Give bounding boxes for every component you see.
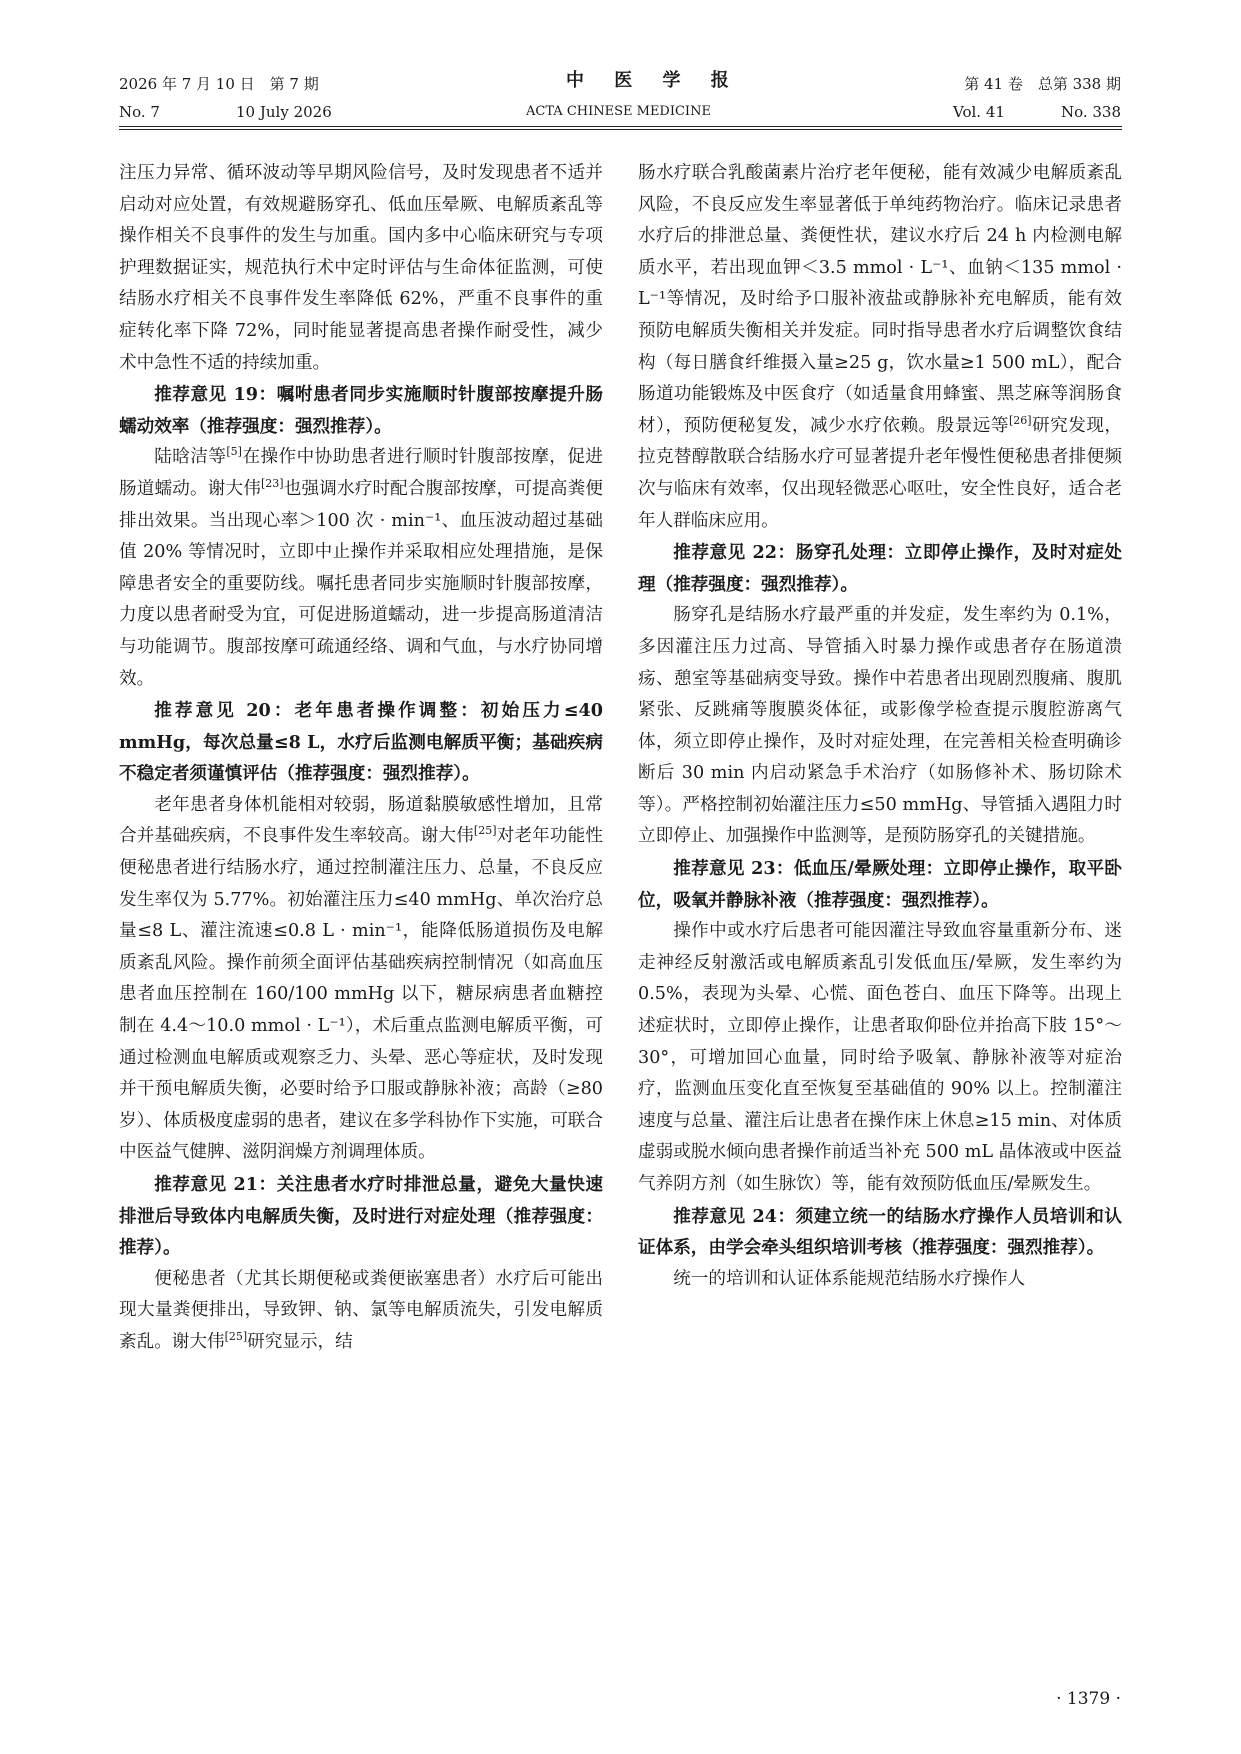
header-rule-second: [119, 129, 1122, 130]
header-date-issue: 2026 年 7 月 10 日 第 7 期: [119, 75, 319, 93]
recommendation-24: 推荐意见 24：须建立统一的结肠水疗操作人员培训和认证体系，由学会牵头组织培训考核（推荐强度：强烈推荐）。: [638, 1205, 1122, 1259]
citation-ref: [23]: [260, 477, 284, 491]
paragraph: 操作中或水疗后患者可能因灌注导致血容量重新分布、迷走神经反射激活或电解质紊乱引发低血压/晕厥，发生率约为 0.5%，表现为头晕、心慌、面色苍白、血压下降等。出现上述症状时，立即停止操作，让患者取仰卧位并抬高下肢 15°～30°，可增加回心血量，同时给予吸氧、静脉补液等对症治疗，监测血压变化直至恢复至基础值的 90% 以上。控制灌注速度与总量、灌注后让患者在操作床上休息≥15 min、对体质虚弱或脱水倾向患者操作前适当补充 500 mL 晶体液或中医益气养阴方剂（如生脉饮）等，能有效预防低血压/晕厥发生。: [638, 921, 1122, 1194]
paragraph: [119, 790, 603, 1169]
recommendation-22: 推荐意见 22：肠穿孔处理：立即停止操作，及时对症处理（推荐强度：强烈推荐）。: [638, 542, 1122, 595]
header-date-en: 10 July 2026: [236, 103, 332, 121]
paragraph-text: 陆晗洁等: [154, 447, 227, 468]
header-issue-no: No. 7: [119, 103, 160, 121]
header-volume: Vol. 41: [953, 103, 1005, 121]
recommendation-21: 推荐意见 21：关注患者水疗时排泄总量，避免大量快速排泄后导致体内电解质失衡，及时进行对症处理（推荐强度：推荐）。: [119, 1174, 603, 1259]
recommendation-23: 推荐意见 23：低血压/晕厥处理：立即停止操作，取平卧位，吸氧并静脉补液（推荐强度：强烈推荐）。: [638, 858, 1122, 911]
paragraph: [119, 442, 603, 695]
header-rule: [119, 126, 1122, 127]
recommendation-19: 推荐意见 19：嘱咐患者同步实施顺时针腹部按摩提升肠蠕动效率（推荐强度：强烈推荐）。: [119, 384, 603, 437]
paragraph: [119, 1264, 603, 1359]
paragraph-text: 肠水疗联合乳酸菌素片治疗老年便秘，能有效减少电解质紊乱风险，不良反应发生率显著低于单纯药物治疗。临床记录患者水疗后的排泄总量、粪便性状，建议水疗后 24 h 内检测电解质水平，若出现血钾＜3.5 mmol · L⁻¹、血钠＜135 mmol · L⁻¹等情况，及时给予口服补液盐或静脉补充电解质，能有效预防电解质失衡相关并发症。同时指导患者水疗后调整饮食结构（每日膳食纤维摄入量≥25 g，饮水量≥1 500 mL），配合肠道功能锻炼及中医食疗（如适量食用蜂蜜、黑芝麻等润肠食材），预防便秘复发，减少水疗依赖。殷景远等: [638, 163, 1122, 436]
right-column: [638, 158, 1122, 1295]
paragraph: [638, 158, 1122, 537]
header-volume-total: 第 41 卷 总第 338 期: [964, 75, 1121, 93]
header-total-no: No. 338: [1060, 103, 1121, 121]
citation-ref: [5]: [226, 445, 242, 459]
journal-title: 中 医 学 报: [566, 70, 741, 91]
paragraph-text: 研究发现，拉克替醇散联合结肠水疗可显著提升老年慢性便秘患者排便频次与临床有效率，仅出现轻微恶心呕吐，安全性良好，适合老年人群临床应用。: [638, 415, 1122, 531]
paragraph-text: 也强调水疗时配合腹部按摩，可提高粪便排出效果。当出现心率＞100 次 · min⁻¹、血压波动超过基础值 20% 等情况时，立即中止操作并采取相应处理措施，是保障患者安全的重要防线。嘱托患者同步实施顺时针腹部按摩，力度以患者耐受为宜，可促进肠道蠕动，进一步提高肠道清洁与功能调节。腹部按摩可疏通经络、调和气血，与水疗协同增效。: [119, 478, 603, 689]
left-column: [119, 158, 603, 1359]
recommendation-20: 推荐意见 20：老年患者操作调整：初始压力≤40 mmHg，每次总量≤8 L，水疗后监测电解质平衡；基础疾病不稳定者须谨慎评估（推荐强度：强烈推荐）。: [119, 700, 603, 785]
paragraph-text: 研究显示，结: [247, 1331, 353, 1352]
paragraph-text: 老年患者身体机能相对较弱，肠道黏膜敏感性增加，且常合并基础疾病，不良事件发生率较高。谢大伟: [119, 794, 603, 847]
paragraph-text: 在操作中协助患者进行顺时针腹部按摩，促进肠道蠕动。谢大伟: [119, 447, 603, 499]
paragraph: 统一的培训和认证体系能规范结肠水疗操作人: [673, 1268, 1026, 1289]
citation-ref: [26]: [1008, 413, 1032, 427]
citation-ref: [25]: [473, 824, 497, 838]
paragraph: 注压力异常、循环波动等早期风险信号，及时发现患者不适并启动对应处置，有效规避肠穿孔、低血压晕厥、电解质紊乱等操作相关不良事件的发生与加重。国内多中心临床研究与专项护理数据证实，规范执行术中定时评估与生命体征监测，可使结肠水疗相关不良事件发生率降低 62%，严重不良事件的重症转化率下降 72%，同时能显著提高患者操作耐受性，减少术中急性不适的持续加重。: [119, 163, 603, 373]
paragraph: 肠穿孔是结肠水疗最严重的并发症，发生率约为 0.1%，多因灌注压力过高、导管插入时暴力操作或患者存在肠道溃疡、憩室等基础病变导致。操作中若患者出现剧烈腹痛、腹肌紧张、反跳痛等腹膜炎体征，或影像学检查提示腹腔游离气体，须立即停止操作，及时对症处理，在完善相关检查明确诊断后 30 min 内启动紧急手术治疗（如肠修补术、肠切除术等）。严格控制初始灌注压力≤50 mmHg、导管插入遇阻力时立即停止、加强操作中监测等，是预防肠穿孔的关键措施。: [638, 605, 1122, 847]
page-number: · 1379 ·: [1056, 1689, 1121, 1709]
journal-title-en: ACTA CHINESE MEDICINE: [526, 104, 711, 119]
paragraph-text: 便秘患者（尤其长期便秘或粪便嵌塞患者）水疗后可能出现大量粪便排出，导致钾、钠、氯等电解质流失，引发电解质紊乱。谢大伟: [119, 1268, 603, 1352]
citation-ref: [25]: [224, 1330, 248, 1344]
paragraph-text: 对老年功能性便秘患者进行结肠水疗，通过控制灌注压力、总量，不良反应发生率仅为 5.77%。初始灌注压力≤40 mmHg、单次治疗总量≤8 L、灌注流速≤0.8 L · min⁻¹，能降低肠道损伤及电解质紊乱风险。操作前须全面评估基础疾病控制情况（如高血压患者血压控制在 160/100 mmHg 以下，糖尿病患者血糖控制在 4.4～10.0 mmol · L⁻¹），术后重点监测电解质平衡，可通过检测血电解质或观察乏力、头晕、恶心等症状，及时发现并干预电解质失衡，必要时给予口服或静脉补液；高龄（≥80 岁）、体质极度虚弱的患者，建议在多学科协作下实施，可联合中医益气健脾、滋阴润燥方剂调理体质。: [119, 826, 603, 1163]
